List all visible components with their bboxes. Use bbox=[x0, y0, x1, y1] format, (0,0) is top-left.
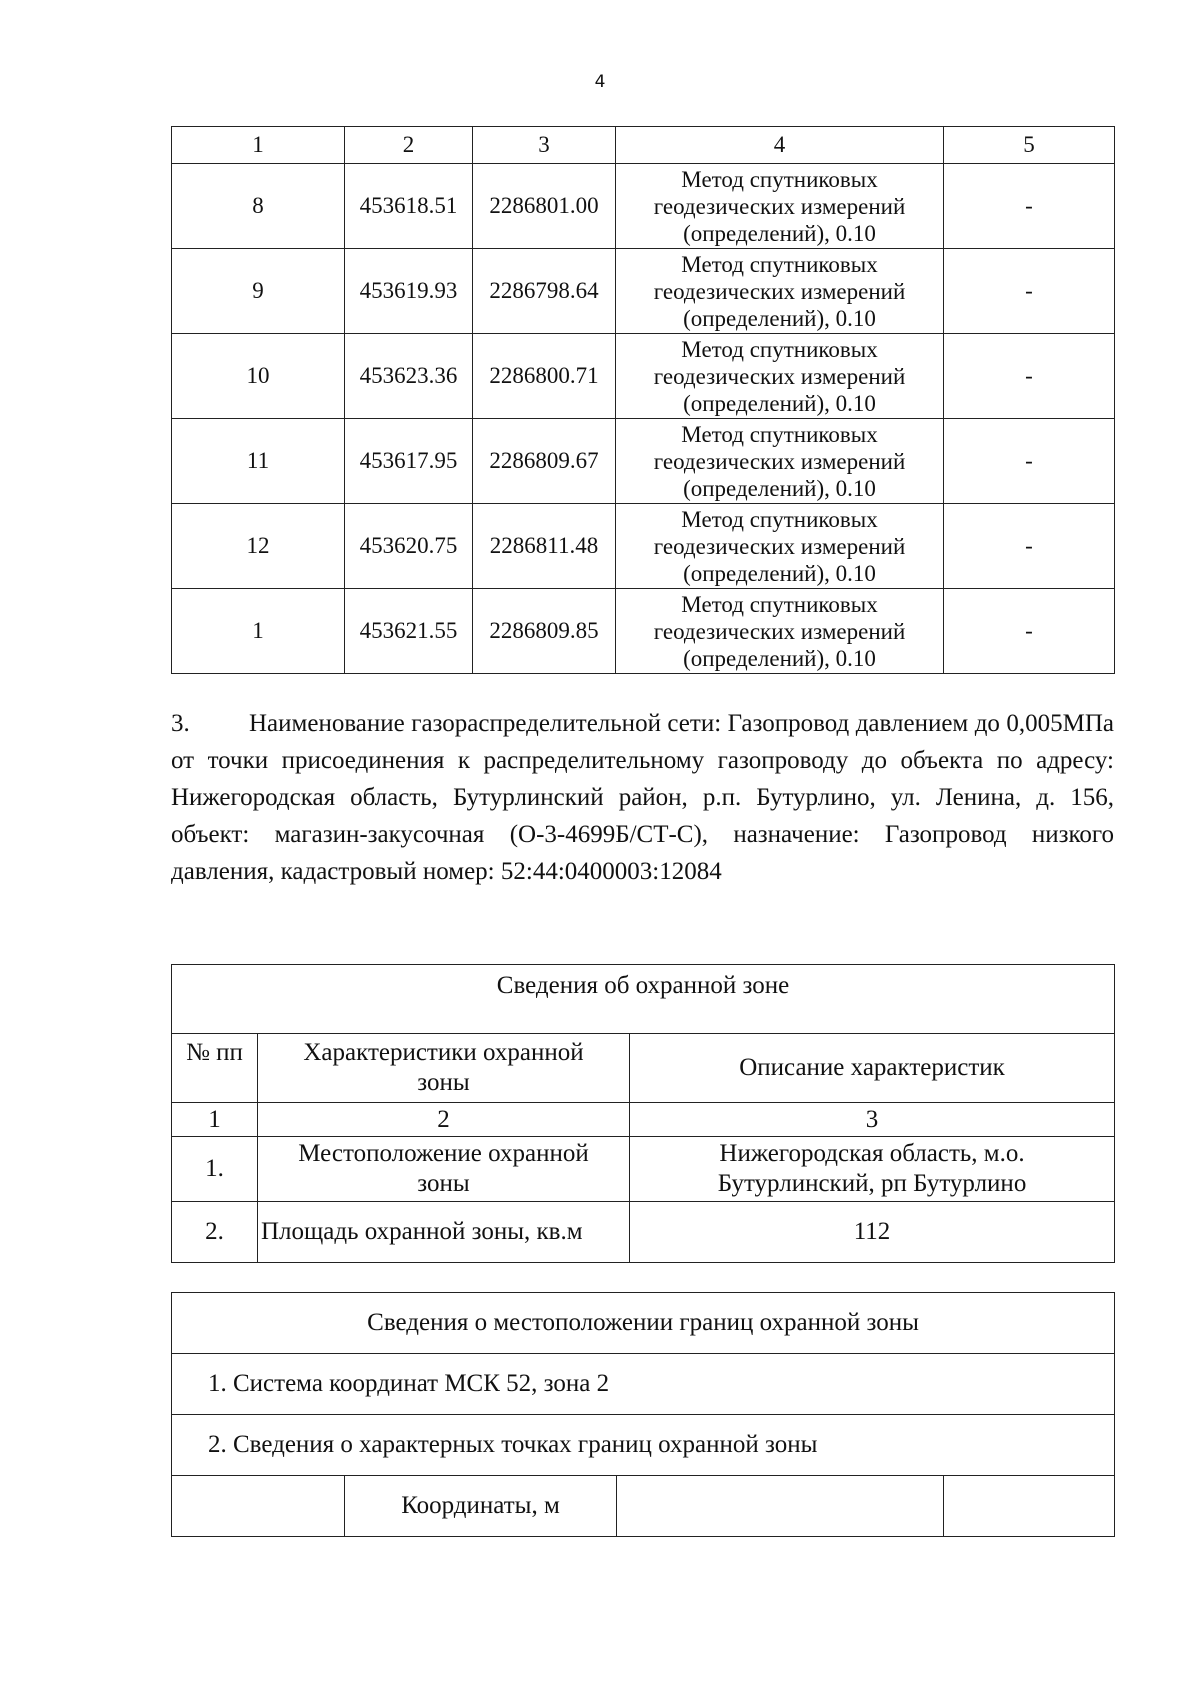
note-cell: - bbox=[944, 504, 1115, 589]
note-cell: - bbox=[944, 334, 1115, 419]
index-cell: 1 bbox=[172, 1103, 258, 1137]
y-coordinate: 2286798.64 bbox=[473, 249, 616, 334]
header-characteristics: Характеристики охранной зоны bbox=[258, 1034, 630, 1103]
empty-cell bbox=[617, 1476, 944, 1537]
method-cell: Метод спутниковых геодезических измерений (определений), 0.10 bbox=[616, 334, 944, 419]
table-row bbox=[172, 164, 1115, 249]
x-coordinate: 453617.95 bbox=[345, 419, 473, 504]
row-number: 2. bbox=[172, 1202, 258, 1263]
description-cell: 112 bbox=[630, 1202, 1115, 1263]
table-title: Сведения о местоположении границ охранной зоны bbox=[172, 1293, 1115, 1354]
page-number: 4 bbox=[594, 72, 606, 92]
header-cell: 4 bbox=[616, 127, 944, 164]
table-header-row bbox=[172, 127, 1115, 164]
y-coordinate: 2286800.71 bbox=[473, 334, 616, 419]
empty-cell bbox=[172, 1476, 345, 1537]
x-coordinate: 453620.75 bbox=[345, 504, 473, 589]
header-cell: 2 bbox=[345, 127, 473, 164]
y-coordinate: 2286811.48 bbox=[473, 504, 616, 589]
table-row bbox=[172, 419, 1115, 504]
header-cell: 5 bbox=[944, 127, 1115, 164]
boundary-info-table bbox=[171, 1292, 1115, 1537]
point-number: 9 bbox=[172, 249, 345, 334]
section-number: 3. bbox=[171, 710, 190, 737]
table-header-row bbox=[172, 1476, 1115, 1537]
x-coordinate: 453621.55 bbox=[345, 589, 473, 674]
boundary-points-item: 2. Сведения о характерных точках границ охранной зоны bbox=[172, 1415, 1115, 1476]
method-cell: Метод спутниковых геодезических измерений (определений), 0.10 bbox=[616, 164, 944, 249]
table-header-row bbox=[172, 1034, 1115, 1103]
x-coordinate: 453618.51 bbox=[345, 164, 473, 249]
empty-cell bbox=[944, 1476, 1115, 1537]
point-number: 10 bbox=[172, 334, 345, 419]
protection-zone-info-table bbox=[171, 964, 1115, 1263]
note-cell: - bbox=[944, 419, 1115, 504]
method-cell: Метод спутниковых геодезических измерений (определений), 0.10 bbox=[616, 504, 944, 589]
header-num: № пп bbox=[172, 1034, 258, 1103]
point-number: 8 bbox=[172, 164, 345, 249]
point-number: 12 bbox=[172, 504, 345, 589]
index-cell: 3 bbox=[630, 1103, 1115, 1137]
y-coordinate: 2286801.00 bbox=[473, 164, 616, 249]
note-cell: - bbox=[944, 589, 1115, 674]
table-row bbox=[172, 249, 1115, 334]
x-coordinate: 453619.93 bbox=[345, 249, 473, 334]
characteristic-cell: Площадь охранной зоны, кв.м bbox=[258, 1202, 630, 1263]
method-cell: Метод спутниковых геодезических измерений (определений), 0.10 bbox=[616, 419, 944, 504]
header-description: Описание характеристик bbox=[630, 1034, 1115, 1103]
description-cell: Нижегородская область, м.о. Бутурлинский, рп Бутурлино bbox=[630, 1137, 1115, 1202]
table-title-row bbox=[172, 1293, 1115, 1354]
table-title: Сведения об охранной зоне bbox=[172, 965, 1115, 1034]
row-number: 1. bbox=[172, 1137, 258, 1202]
table-row bbox=[172, 334, 1115, 419]
point-number: 1 bbox=[172, 589, 345, 674]
y-coordinate: 2286809.85 bbox=[473, 589, 616, 674]
table-row bbox=[172, 589, 1115, 674]
table-row bbox=[172, 1202, 1115, 1263]
note-cell: - bbox=[944, 249, 1115, 334]
section-text: Наименование газораспределительной сети: Газопровод давлением до 0,005МПа от точки присоединения к распределительному газопроводу до объекта по адресу: Нижегородская область, Бутурлинский район, р.п. Бутурлино, ул. Ленина, д. 156, объект: магазин-закусочная (О-3-4699Б/СТ-С), назначение: Газопровод низкого давления, кадастровый номер: 52:44:0400003:12084 bbox=[171, 710, 1114, 885]
point-number: 11 bbox=[172, 419, 345, 504]
table-row bbox=[172, 1415, 1115, 1476]
method-cell: Метод спутниковых геодезических измерений (определений), 0.10 bbox=[616, 249, 944, 334]
table-title-row bbox=[172, 965, 1115, 1034]
y-coordinate: 2286809.67 bbox=[473, 419, 616, 504]
coordinate-system-item: 1. Система координат МСК 52, зона 2 bbox=[172, 1354, 1115, 1415]
coordinates-label: Координаты, м bbox=[345, 1476, 617, 1537]
index-cell: 2 bbox=[258, 1103, 630, 1137]
method-cell: Метод спутниковых геодезических измерений (определений), 0.10 bbox=[616, 589, 944, 674]
table-row bbox=[172, 1354, 1115, 1415]
note-cell: - bbox=[944, 164, 1115, 249]
header-cell: 3 bbox=[473, 127, 616, 164]
coordinates-table bbox=[171, 126, 1115, 674]
header-cell: 1 bbox=[172, 127, 345, 164]
table-row bbox=[172, 1137, 1115, 1202]
section-3-paragraph bbox=[171, 705, 1114, 890]
table-index-row bbox=[172, 1103, 1115, 1137]
characteristic-cell: Местоположение охранной зоны bbox=[258, 1137, 630, 1202]
table-row bbox=[172, 504, 1115, 589]
x-coordinate: 453623.36 bbox=[345, 334, 473, 419]
